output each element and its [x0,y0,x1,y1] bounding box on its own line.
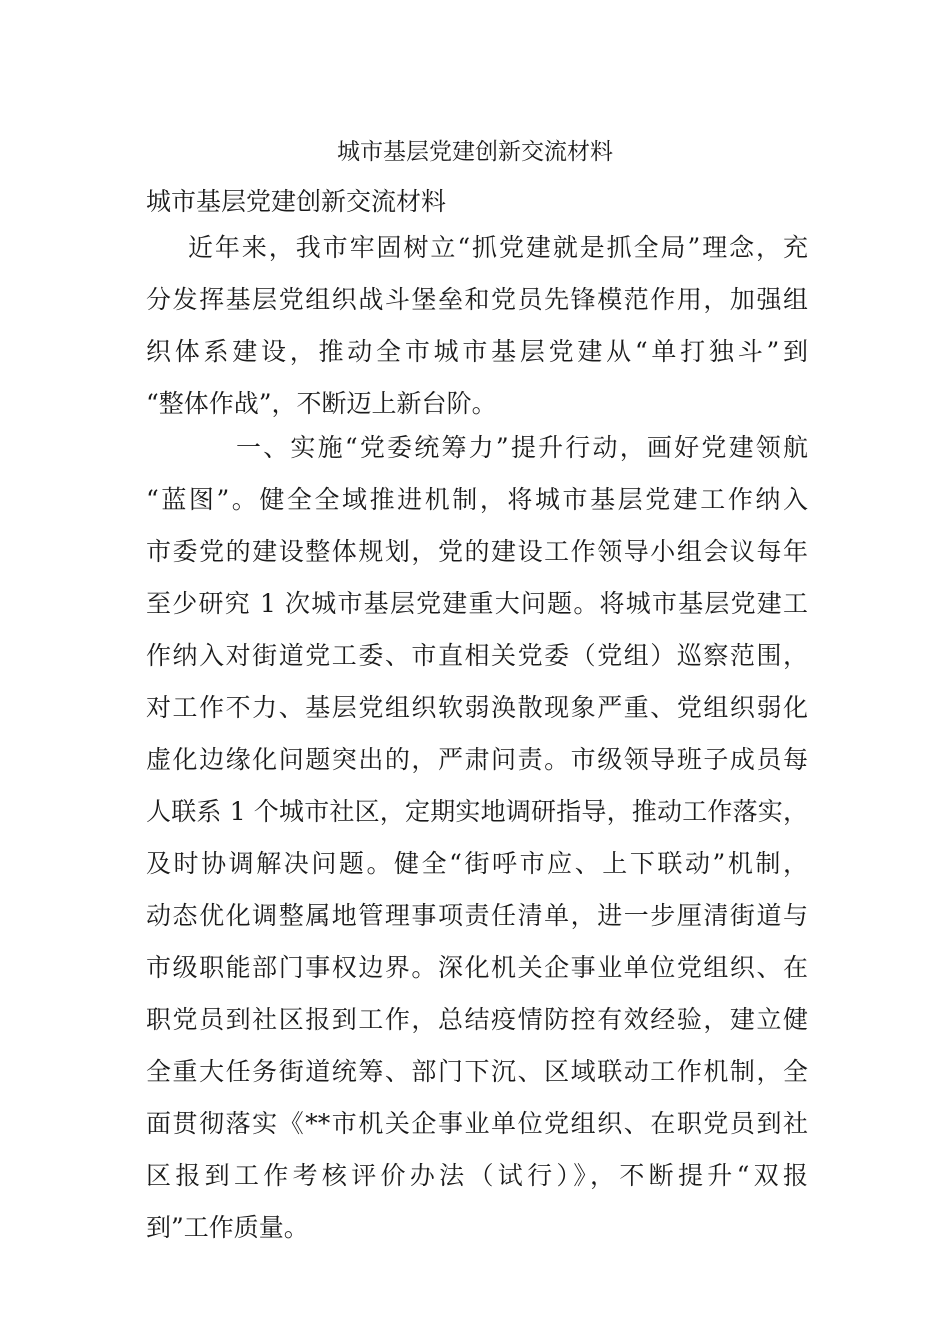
section-one-paragraph [146,422,808,1254]
paragraph-line: 职党员到社区报到工作，总结疫情防控有效经验，建立健 [146,1005,808,1034]
paragraph-line: 织体系建设，推动全市城市基层党建从“单打独斗”到 [146,337,808,366]
paragraph-line: “整体作战”，不断迈上新台阶。 [146,389,497,418]
paragraph-line: 动态优化调整属地管理事项责任清单，进一步厘清街道与 [146,901,808,930]
document-subtitle: 城市基层党建创新交流材料 [146,187,447,216]
section-heading-line: 一、实施“党委统筹力”提升行动，画好党建领航 [236,433,808,462]
paragraph-line: 人联系 1 个城市社区，定期实地调研指导，推动工作落实， [146,797,808,826]
paragraph-line: 虚化边缘化问题突出的，严肃问责。市级领导班子成员每 [146,745,808,774]
document-title: 城市基层党建创新交流材料 [337,139,613,165]
paragraph-line: “蓝图”。健全全域推进机制，将城市基层党建工作纳入 [146,485,808,514]
paragraph-line: 到”工作质量。 [146,1213,309,1242]
paragraph-line: 市委党的建设整体规划，党的建设工作领导小组会议每年 [146,537,808,566]
paragraph-line: 面贯彻落实《**市机关企事业单位党组织、在职党员到社 [146,1109,808,1138]
paragraph-line: 作纳入对街道党工委、市直相关党委（党组）巡察范围， [146,641,808,670]
paragraph-line: 至少研究 1 次城市基层党建重大问题。将城市基层党建工 [146,589,808,618]
paragraph-line: 区报到工作考核评价办法（试行）》，不断提升“双报 [146,1161,808,1190]
paragraph-line: 市级职能部门事权边界。深化机关企事业单位党组织、在 [146,953,808,982]
paragraph-line: 分发挥基层党组织战斗堡垒和党员先锋模范作用，加强组 [146,285,808,314]
paragraph-line: 及时协调解决问题。健全“街呼市应、上下联动”机制， [146,849,808,878]
paragraph-line: 近年来，我市牢固树立“抓党建就是抓全局”理念，充 [188,233,808,262]
intro-paragraph [146,222,808,430]
paragraph-line: 对工作不力、基层党组织软弱涣散现象严重、党组织弱化 [146,693,808,722]
paragraph-line: 全重大任务街道统筹、部门下沉、区域联动工作机制，全 [146,1057,808,1086]
